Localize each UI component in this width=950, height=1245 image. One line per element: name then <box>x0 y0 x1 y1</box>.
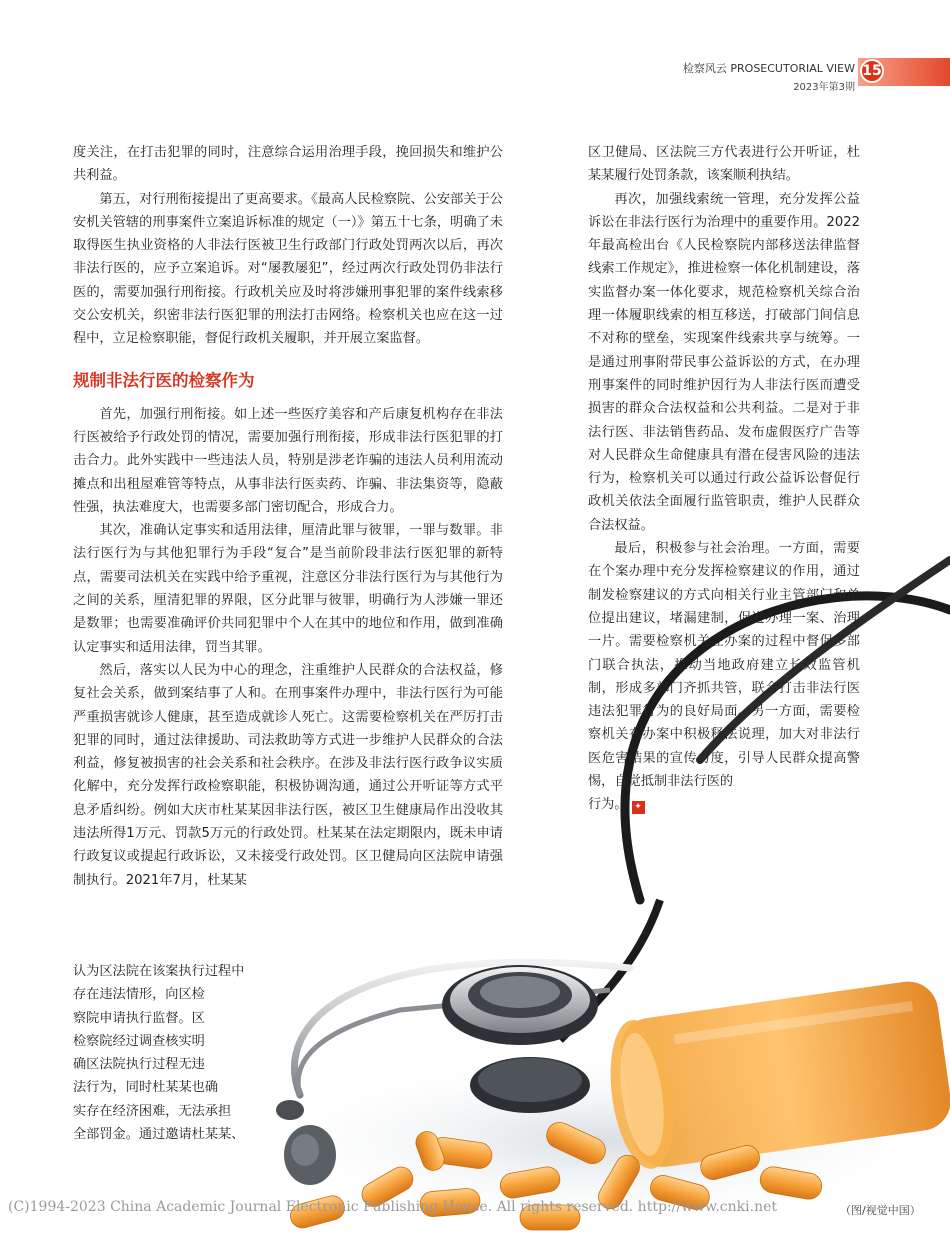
text-line: 实存在经济困难，无法承担 <box>73 1103 232 1119</box>
text-line: 检察院经过调查核实明 <box>73 1033 205 1049</box>
text-line: 法行为，同时杜某某也确 <box>73 1080 219 1096</box>
paragraph: 其次，准确认定事实和适用法律，厘清此罪与彼罪，一罪与数罪。非法行医行为与其他犯罪行为手段“复合”是当前阶段非法行医犯罪的新特点，需要司法机关在实践中给予重视，注意区分非法行医行为与其他行为之间的关系，厘清犯罪的界限，区分此罪与彼罪，明确行为人涉嫌一罪还是数罪；也需要准确评价共同犯罪中个人在其中的地位和作用，做到准确认定事实和适用法律，罚当其罪。 <box>73 523 503 655</box>
header-text <box>683 60 855 93</box>
last-line: 行为。 <box>588 797 628 813</box>
copyright-notice: (C)1994-2023 China Academic Journal Electronic Publishing House. All rights reserved. http://www.cnki.net <box>8 1199 778 1215</box>
paragraph: 最后，积极参与社会治理。一方面，需要在个案办理中充分发挥检察建议的作用，通过制发检察建议的方式向相关行业主管部门和单位提出建议，堵漏建制，促进办理一案、治理一片。需要检察机关在办案的过程中督促多部门联合执法，推动当地政府建立长效监管机制，形成多部门齐抓共管，联合打击非法行医违法犯罪行为的良好局面。另一方面，需要检察机关在办案中积极释法说理，加大对非法行医危害结果的宣传力度，引导人民群众提高警惕，自觉抵制非法行医的 <box>588 541 860 790</box>
page-header <box>650 58 950 93</box>
section-heading: 规制非法行医的检察作为 <box>73 370 255 390</box>
text-line: 察院申请执行监督。区 <box>73 1010 205 1026</box>
text-line: 认为区法院在该案执行过程中 <box>73 964 245 979</box>
photo-credit: （图/视觉中国） <box>840 1204 921 1217</box>
end-mark-icon: ✦ <box>632 801 645 814</box>
issue-label: 2023年第3期 <box>793 82 855 93</box>
paragraph-end <box>588 793 860 816</box>
text-line: 存在违法情形，向区检 <box>73 987 205 1003</box>
paragraph: 再次，加强线索统一管理，充分发挥公益诉讼在非法行医行为治理中的重要作用。2022年最高检出台《人民检察院内部移送法律监督线索工作规定》，推进检察一体化机制建设，落实监督办案一体化要求，规范检察机关综合治理一体履职线索的相互移送，打破部门间信息不对称的壁垒，实现案件线索共享与统筹。一是通过刑事附带民事公益诉讼的方式，在办理刑事案件的同时维护因行为人非法行医而遭受损害的群众合法权益和公共利益。二是对于非法行医、非法销售药品、发布虚假医疗广告等对人民群众生命健康具有潜在侵害风险的违法行为，检察机关可以通过行政公益诉讼督促行政机关依法全面履行监管职责，维护人民群众合法权益。 <box>588 191 860 533</box>
text-line: 确区法院执行过程无违 <box>73 1057 205 1073</box>
paragraph: 首先，加强行刑衔接。如上述一些医疗美容和产后康复机构存在非法行医被给予行政处罚的情况，需要加强行刑衔接，形成非法行医犯罪的打击合力。此外实践中一些违法人员，特别是涉老诈骗的违法人员利用流动摊点和出租屋难管等特点，从事非法行医卖药、诈骗、非法集资等，隐蔽性强，执法难度大，也需要多部门密切配合，形成合力。 <box>73 406 503 515</box>
wrapped-text <box>73 960 263 1146</box>
paragraph: 区卫健局、区法院三方代表进行公开听证，杜某某履行处罚条款，该案顺利执结。 <box>588 145 860 184</box>
paragraph: 第五，对行刑衔接提出了更高要求。《最高人民检察院、公安部关于公安机关管辖的刑事案件立案追诉标准的规定（一）》第五十七条，明确了未取得医生执业资格的人非法行医被卫生行政部门行政处罚两次以后，再次非法行医的，应予立案追诉。对“屡教屡犯”，经过两次行政处罚仍非法行医的，需要加强行刑衔接。行政机关应及时将涉嫌刑事犯罪的案件线索移交公安机关，织密非法行医犯罪的刑法打击网络。检察机关也应在这一过程中，立足检察职能，督促行政机关履职，并开展立案监督。 <box>73 191 503 347</box>
paragraph: 度关注，在打击犯罪的同时，注意综合运用治理手段，挽回损失和维护公共利益。 <box>73 145 503 184</box>
text-line: 全部罚金。通过邀请杜某某、 <box>73 1127 245 1143</box>
page-number: 15 <box>860 59 884 83</box>
left-column <box>73 141 503 892</box>
right-column <box>588 141 860 817</box>
paragraph: 然后，落实以人民为中心的理念，注重维护人民群众的合法权益，修复社会关系，做到案结事了人和。在刑事案件办理中，非法行医行为可能严重损害就诊人健康，甚至造成就诊人死亡。这需要检察机关在严厉打击犯罪的同时，通过法律援助、司法救助等方式进一步维护人民群众的合法利益，修复被损害的社会关系和社会秩序。在涉及非法行医行政争议实质化解中，充分发挥行政检察职能，积极协调沟通，通过公开听证等方式平息矛盾纠纷。例如大庆市杜某某因非法行医，被区卫生健康局作出没收其违法所得1万元、罚款5万元的行政处罚。杜某某在法定期限内，既未申请行政复议或提起行政诉讼，又未接受行政处罚。区卫健局向区法院申请强制执行。2021年7月，杜某某 <box>73 662 503 888</box>
magazine-title: 检察风云 PROSECUTORIAL VIEW <box>682 62 855 75</box>
